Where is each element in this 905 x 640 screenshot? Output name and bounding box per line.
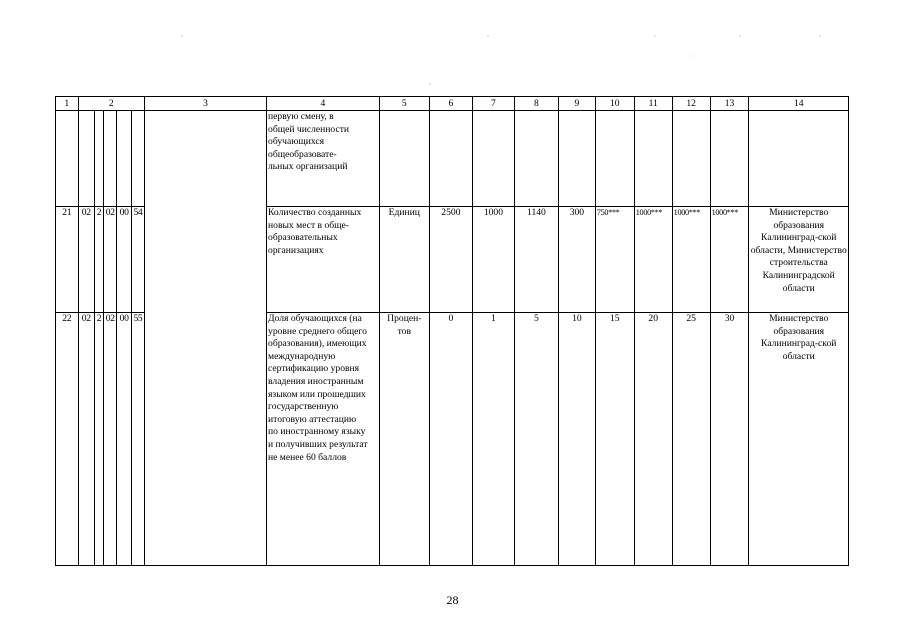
code-cell: 02 xyxy=(104,207,117,313)
executor-cell: Министерство образования Калининград-ской области, Министерство строительства Калининградской области xyxy=(749,207,849,313)
value-cell: 5 xyxy=(514,313,558,566)
indicator-text: Доля обучающихся (на уровне среднего общего образования), имеющих международную сертификацию уровня владения иностранным языком или прошедших государственную итоговую аттестацию по иностранному языку и получивших результат не менее 60 баллов xyxy=(268,313,368,463)
indicators-table xyxy=(55,96,849,566)
code-cell xyxy=(104,111,117,207)
value-cell: 15 xyxy=(595,313,634,566)
header-cell: 2 xyxy=(78,97,145,111)
unit-text: Процен-тов xyxy=(387,313,422,337)
value-cell: 30 xyxy=(710,313,749,566)
value-cell xyxy=(595,111,634,207)
value-cell: 1000*** xyxy=(672,207,710,313)
code-cell: 02 xyxy=(78,207,94,313)
header-cell: 8 xyxy=(514,97,558,111)
value-cell xyxy=(558,111,595,207)
value-cell: 1 xyxy=(472,313,514,566)
code-cell: 02 xyxy=(78,313,94,566)
value-cell xyxy=(634,111,672,207)
indicator-cell xyxy=(267,207,380,313)
executor-cell xyxy=(749,111,849,207)
header-cell: 3 xyxy=(145,97,267,111)
program-cell xyxy=(145,111,267,566)
value-cell: 10 xyxy=(558,313,595,566)
unit-cell xyxy=(379,111,429,207)
code-cell xyxy=(117,111,131,207)
value-cell: 1000*** xyxy=(710,207,749,313)
indicator-text: Количество созданных новых мест в обще-образовательных организациях xyxy=(268,207,362,256)
indicator-text: первую смену, в общей численности обучающихся общеобразовате-льных организаций xyxy=(268,111,350,173)
header-cell: 1 xyxy=(56,97,79,111)
unit-cell: Единиц xyxy=(379,207,429,313)
header-cell: 6 xyxy=(429,97,472,111)
table-row-continued xyxy=(56,111,849,207)
value-cell xyxy=(710,111,749,207)
header-cell: 13 xyxy=(710,97,749,111)
header-cell: 5 xyxy=(379,97,429,111)
code-cell xyxy=(94,111,103,207)
code-cell xyxy=(131,111,144,207)
header-cell: 14 xyxy=(749,97,849,111)
header-cell: 12 xyxy=(672,97,710,111)
value-cell xyxy=(514,111,558,207)
header-cell: 4 xyxy=(267,97,380,111)
indicator-cell xyxy=(267,313,380,566)
value-cell xyxy=(472,111,514,207)
code-cell: 2 xyxy=(94,313,103,566)
value-cell: 20 xyxy=(634,313,672,566)
code-cell xyxy=(56,111,79,207)
value-cell: 2500 xyxy=(429,207,472,313)
header-cell: 10 xyxy=(595,97,634,111)
value-cell: 300 xyxy=(558,207,595,313)
header-row xyxy=(56,97,849,111)
code-cell: 55 xyxy=(131,313,144,566)
value-cell: 1140 xyxy=(514,207,558,313)
code-cell xyxy=(78,111,94,207)
scan-specks xyxy=(0,0,905,90)
code-cell: 22 xyxy=(56,313,79,566)
page-number: 28 xyxy=(446,593,459,607)
code-cell: 2 xyxy=(94,207,103,313)
header-cell: 9 xyxy=(558,97,595,111)
code-cell: 00 xyxy=(117,207,131,313)
value-cell: 1000*** xyxy=(634,207,672,313)
code-cell: 02 xyxy=(104,313,117,566)
value-cell: 0 xyxy=(429,313,472,566)
indicator-cell xyxy=(267,111,380,207)
value-cell: 1000 xyxy=(472,207,514,313)
header-cell: 11 xyxy=(634,97,672,111)
code-cell: 21 xyxy=(56,207,79,313)
code-cell: 54 xyxy=(131,207,144,313)
value-cell xyxy=(429,111,472,207)
value-cell: 750*** xyxy=(595,207,634,313)
unit-cell xyxy=(379,313,429,566)
code-cell: 00 xyxy=(117,313,131,566)
value-cell xyxy=(672,111,710,207)
executor-cell: Министерство образования Калининград-ской области xyxy=(749,313,849,566)
header-cell: 7 xyxy=(472,97,514,111)
value-cell: 25 xyxy=(672,313,710,566)
